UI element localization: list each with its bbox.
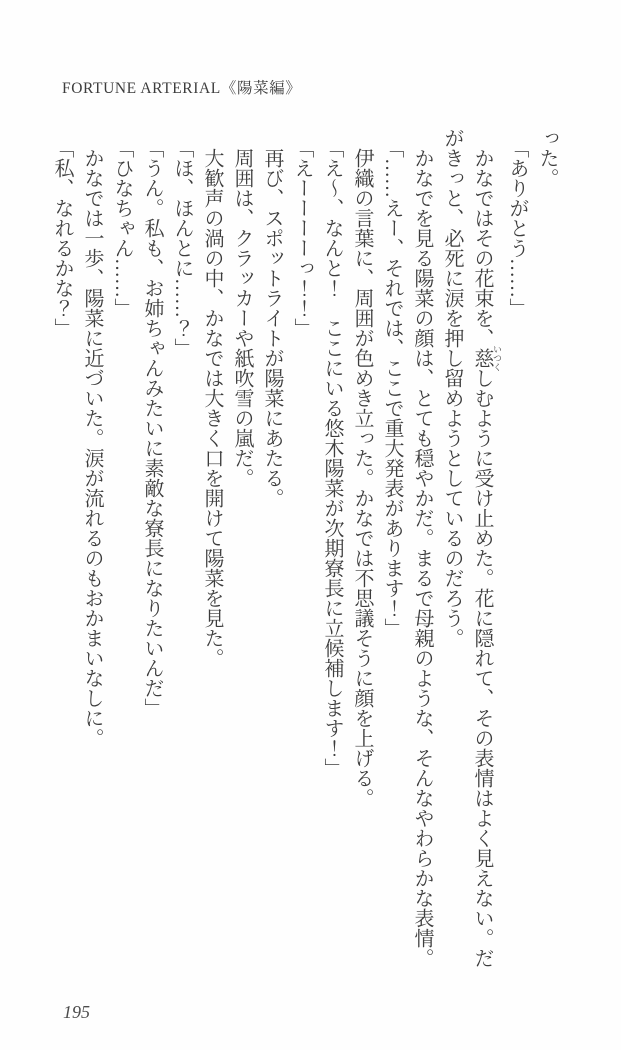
paragraph: 大歓声の渦の中、かなでは大きく口を開けて陽菜を見た。: [201, 148, 223, 668]
paragraph: 「ひなちゃん……」: [111, 138, 133, 318]
paragraph: 「……えー、それでは、ここで重大発表があります！」: [381, 138, 403, 638]
paragraph: 「え〜、なんと！ ここにいる悠木陽菜が次期寮長に立候補します！」: [321, 138, 343, 778]
page-text: [50, 128, 562, 973]
paragraph: 「うん。私も、お姉ちゃんみたいに素敵な寮長になりたいんだ」: [141, 138, 163, 718]
paragraph: 再び、スポットライトが陽菜にあたる。: [261, 148, 283, 508]
ruby-annotation: 慈 いつく: [471, 344, 502, 372]
paragraph: った。: [536, 128, 558, 188]
paragraph: かなでを見る陽菜の顔は、とても穏やかだ。まるで母親のような、そんなやわらかな表情。: [411, 148, 433, 968]
running-head-title: FORTUNE ARTERIAL《陽菜編》: [62, 80, 302, 97]
paragraph: 「えーーーーっ！！」: [291, 138, 313, 338]
page-number: 195: [63, 1002, 90, 1022]
paragraph: 「ありがとう……」: [506, 138, 528, 318]
paragraph: 「私、なれるかな？」: [51, 138, 73, 338]
paragraph: かなではその花束を、慈 いつくしむように受け止めた。花に隠れて、その表情はよく見えない。だがきっと、必死に涙を押し留めようとしているのだろう。: [441, 128, 502, 968]
paragraph: 伊織の言葉に、周囲が色めき立った。かなでは不思議そうに顔を上げる。: [351, 148, 373, 808]
paragraph: 周囲は、クラッカーや紙吹雪の嵐だ。: [231, 148, 253, 488]
paragraph: かなでは一歩、陽菜に近づいた。涙が流れるのもおかまいなしに。: [81, 148, 103, 748]
paragraph: 「ほ、ほんとに……？」: [171, 138, 193, 358]
